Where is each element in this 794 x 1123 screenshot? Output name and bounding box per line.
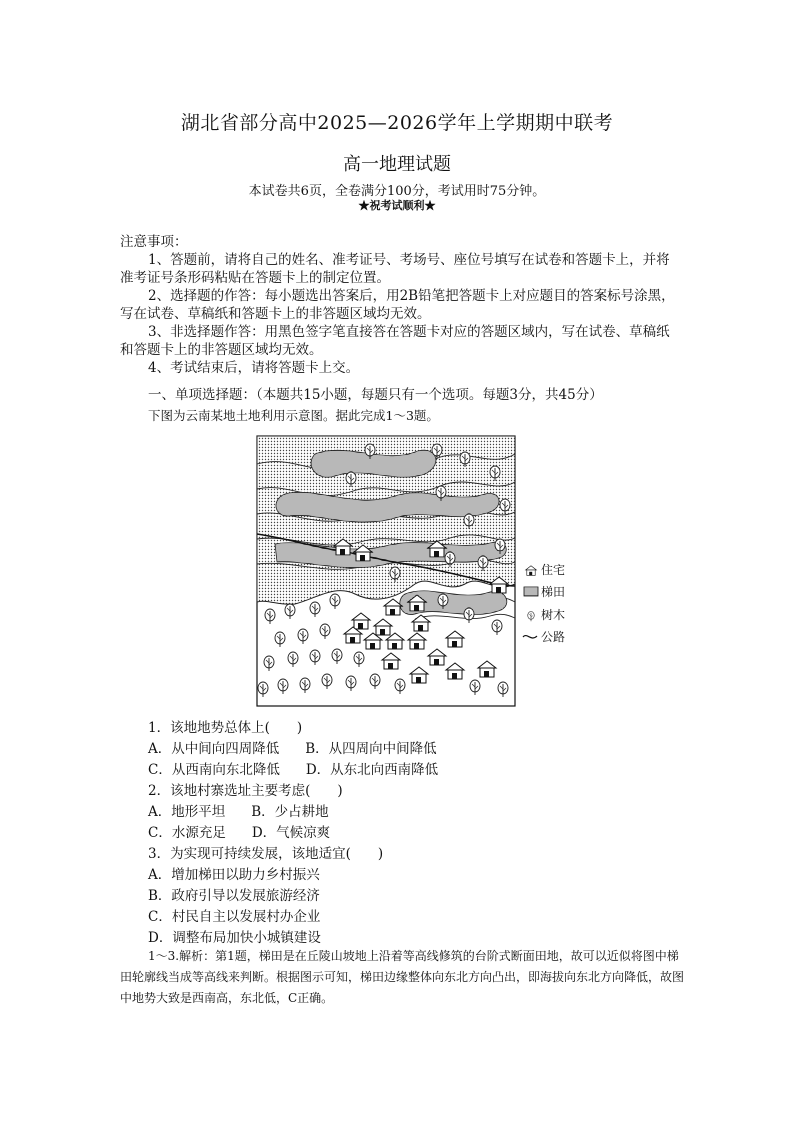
question-1-stem: 1．该地地势总体上( )	[148, 720, 303, 736]
option-a: A．增加梯田以助力乡村振兴	[148, 867, 320, 883]
option-d: D．气候凉爽	[251, 825, 331, 841]
option-a: A．从中间向四周降低	[148, 741, 280, 757]
option-c: C．从西南向东北降低	[148, 762, 280, 778]
option-a: A．地形平坦	[148, 804, 226, 820]
exam-subtitle: 高一地理试题	[343, 154, 451, 175]
question-2-options	[148, 802, 688, 823]
notes-block	[120, 233, 680, 377]
option-b: B．从四周向中间降低	[305, 741, 437, 757]
legend-terrace-label: 梯田	[541, 585, 565, 599]
legend-road-label: 公路	[541, 630, 565, 644]
exam-meta: 本试卷共6页，全卷满分100分，考试用时75分钟。	[248, 184, 546, 199]
analysis-block	[120, 946, 690, 1009]
legend-terrace-swatch	[524, 587, 538, 596]
exam-title: 湖北省部分高中2025—2026学年上学期期中联考	[180, 112, 614, 134]
question-2-options-2	[148, 823, 688, 844]
legend-road-line	[523, 636, 537, 638]
legend-tree-label: 树木	[541, 608, 565, 622]
question-1-options-2	[148, 760, 688, 781]
notes-heading: 注意事项：	[120, 234, 188, 250]
exam-wish: ★祝考试顺利★	[358, 199, 436, 212]
question-1-options	[148, 739, 688, 760]
questions-block	[148, 718, 688, 949]
map-legend	[523, 563, 565, 644]
option-d: D．从东北向西南降低	[305, 762, 439, 778]
note-item: 2、选择题的作答：每小题选出答案后，用2B铅笔把答题卡上对应题目的答案标号涂黑，写在试卷、草稿纸和答题卡上的非答题区域均无效。	[120, 288, 675, 322]
land-use-map	[255, 434, 565, 709]
section-heading: 一、单项选择题：（本题共15小题，每题只有一个选项。每题3分，共45分）	[148, 387, 603, 403]
note-item: 4、考试结束后，请将答题卡上交。	[148, 360, 360, 376]
question-2-stem: 2．该地村寨选址主要考虑( )	[148, 783, 343, 799]
option-d: D．调整布局加快小城镇建设	[148, 930, 321, 946]
option-c: C．水源充足	[148, 825, 226, 841]
question-3-stem: 3．为实现可持续发展，该地适宜( )	[148, 846, 384, 862]
option-b: B．政府引导以发展旅游经济	[148, 888, 320, 904]
analysis-text: 1～3.解析：第1题，梯田是在丘陵山坡地上沿着等高线修筑的台阶式断面田地，故可以近似将图中梯田轮廓线当成等高线来判断。根据图示可知，梯田边缘整体向东北方向凸出，即海拔向东北方向降低，故图中地势大致是西南高，东北低，C正确。	[120, 949, 685, 1005]
note-item: 1、答题前，请将自己的姓名、准考证号、考场号、座位号填写在试卷和答题卡上，并将准考证号条形码粘贴在答题卡上的制定位置。	[120, 252, 670, 286]
option-b: B．少占耕地	[251, 804, 329, 820]
note-item: 3、非选择题作答：用黑色签字笔直接答在答题卡对应的答题区域内，写在试卷、草稿纸和答题卡上的非答题区域均无效。	[120, 324, 670, 358]
legend-house-label: 住宅	[541, 563, 565, 577]
option-c: C．村民自主以发展村办企业	[148, 909, 321, 925]
figure-intro: 下图为云南某地土地利用示意图。据此完成1～3题。	[148, 408, 439, 423]
